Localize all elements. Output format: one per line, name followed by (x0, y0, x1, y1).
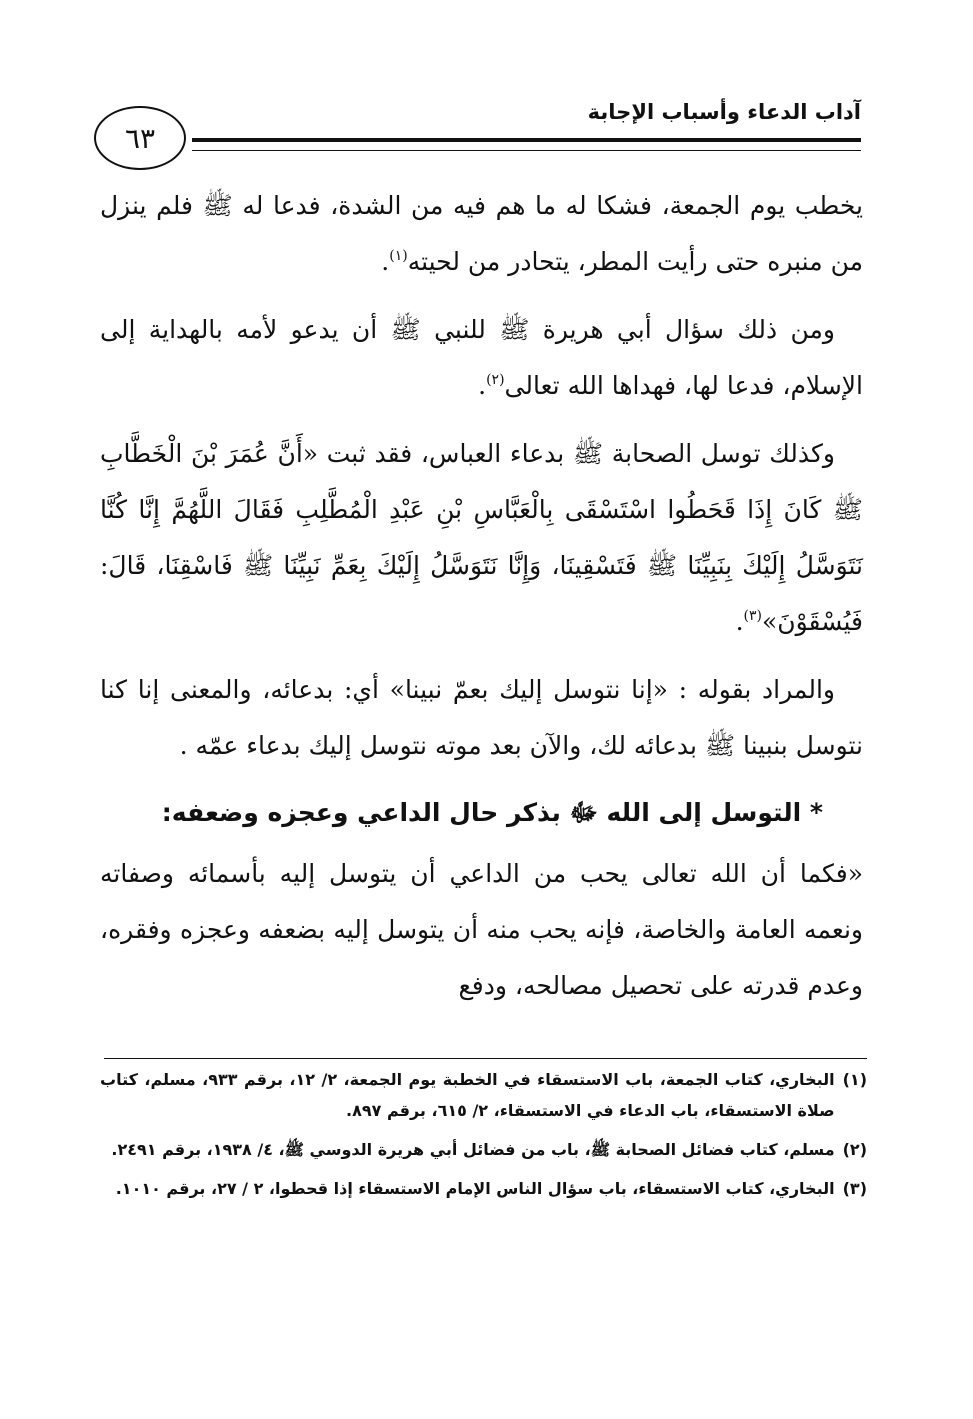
footnote-1-text: البخاري، كتاب الجمعة، باب الاستسقاء في الخطبة يوم الجمعة، ٢/ ١٢، برقم ٩٣٣، مسلم، كتاب صلاة الاستسقاء، باب الدعاء في الاستسقاء، ٢/ ٦١٥، برقم ٨٩٧. (100, 1070, 835, 1120)
paragraph-3-end: . (735, 607, 744, 636)
footnote-2-text: مسلم، كتاب فضائل الصحابة ﷺ، باب من فضائل أبي هريرة الدوسي ﷺ، ٤/ ١٩٣٨، برقم ٢٤٩١. (111, 1140, 835, 1159)
paragraph-2 (100, 302, 863, 414)
main-text (100, 178, 863, 1026)
paragraph-5 (100, 846, 863, 1014)
paragraph-3 (100, 426, 863, 650)
running-header-title: آداب الدعاء وأسباب الإجابة (587, 100, 861, 124)
footnote-3-text: البخاري، كتاب الاستسقاء، باب سؤال الناس الإمام الاستسقاء إذا قحطوا، ٢ / ٢٧، برقم ١٠١٠. (115, 1179, 835, 1198)
paragraph-4 (100, 662, 863, 774)
paragraph-3-text: وكذلك توسل الصحابة ﷺ بدعاء العباس، فقد ثبت «أَنَّ عُمَرَ بْنَ الْخَطَّابِ ﷺ كَانَ إِذَا قَحَطُوا اسْتَسْقَى بِالْعَبَّاسِ بْنِ عَبْدِ الْمُطَّلِبِ فَقَالَ اللَّهُمَّ إِنَّا كُنَّا نَتَوَسَّلُ إِلَيْكَ بِنَبِيِّنَا ﷺ فَتَسْقِينَا، وَإِنَّا نَتَوَسَّلُ إِلَيْكَ بِعَمِّ نَبِيِّنَا ﷺ فَاسْقِنَا، قَالَ: فَيُسْقَوْنَ» (100, 439, 863, 636)
footnote-separator (104, 1058, 867, 1059)
paragraph-5-text: «فكما أن الله تعالى يحب من الداعي أن يتوسل إليه بأسمائه وصفاته ونعمه العامة والخاصة، فإنه يحب منه أن يتوسل إليه بضعفه وعجزه وفقره، وعدم قدرته على تحصيل مصالحه، ودفع (100, 859, 863, 1000)
footnote-1-number: (١) (842, 1070, 867, 1089)
footnote-2-number: (٢) (842, 1140, 867, 1159)
footnote-3-number: (٣) (842, 1179, 867, 1198)
paragraph-1-end: . (381, 247, 390, 276)
paragraph-4-text: والمراد بقوله : «إنا نتوسل إليك بعمّ نبينا» أي: بدعائه، والمعنى إنا كنا نتوسل بنبينا ﷺ بدعائه لك، والآن بعد موته نتوسل إليك بدعاء عمّه . (100, 675, 863, 760)
header-rule (192, 138, 861, 151)
page-number-badge (94, 106, 186, 170)
paragraph-1 (100, 178, 863, 290)
footnotes (100, 1064, 867, 1212)
footnote-2 (100, 1134, 867, 1165)
footnote-1 (100, 1064, 867, 1126)
section-heading: * التوسل إلى الله ﷻ بذكر حال الداعي وعجزه وضعفه: (161, 798, 823, 827)
footnote-ref-3[interactable]: (٣) (743, 608, 762, 624)
paragraph-2-end: . (478, 371, 487, 400)
footnote-3 (100, 1173, 867, 1204)
paragraph-1-text: يخطب يوم الجمعة، فشكا له ما هم فيه من الشدة، فدعا له ﷺ فلم ينزل من منبره حتى رأيت المطر، يتحادر من لحيته (100, 191, 863, 276)
page-number: ٦٣ (124, 121, 156, 155)
paragraph-2-text: ومن ذلك سؤال أبي هريرة ﷺ للنبي ﷺ أن يدعو لأمه بالهداية إلى الإسلام، فدعا لها، فهداها الله تعالى (100, 315, 863, 400)
footnote-ref-1[interactable]: (١) (389, 248, 408, 264)
footnote-ref-2[interactable]: (٢) (486, 372, 505, 388)
